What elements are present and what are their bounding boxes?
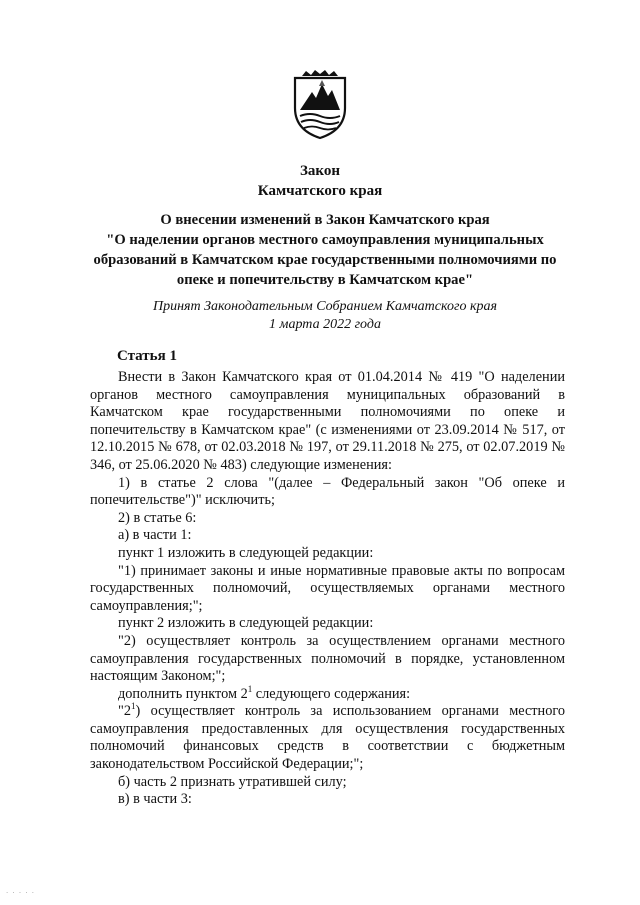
article-title: Статья 1 bbox=[117, 348, 177, 364]
paragraph-text: дополнить пунктом 2 bbox=[118, 685, 248, 702]
paragraph: а) в части 1: bbox=[118, 527, 192, 544]
law-title: Закон bbox=[299, 163, 340, 179]
paragraph-text: следующего содержания: bbox=[252, 685, 411, 702]
paragraph bbox=[90, 683, 565, 704]
law-subject-line: О внесении изменений в Закон Камчатского края bbox=[160, 212, 490, 228]
paragraph: б) часть 2 признать утратившей силу; bbox=[118, 773, 347, 790]
superscript: 1 bbox=[131, 701, 136, 712]
adoption-body: Принят Законодательным Собранием Камчатского края bbox=[152, 299, 498, 314]
law-subject bbox=[80, 210, 570, 290]
adoption-date: 1 марта 2022 года bbox=[269, 317, 381, 332]
paragraph: 1) в статье 2 слова "(далее – Федеральный закон "Об опеке и попечительстве")" исключить; bbox=[90, 474, 565, 509]
superscript: 1 bbox=[247, 683, 253, 694]
region-title: Камчатского края bbox=[257, 183, 383, 199]
paragraph: Внести в Закон Камчатского края от 01.04.2014 № 419 "О наделении органов местного самоуправления муниципальных образований в Камчатском крае государственными полномочиями по опеке и попечительству в Камчатском крае" (с изменениями от 23.09.2014 № 517, от 12.10.2015 № 678, от 02.03.2018 № 197, от 29.11.2018 № 275, от 02.07.2019 № 346, от 25.06.2020 № 483) следующие изменения: bbox=[90, 369, 565, 473]
paragraph bbox=[90, 703, 565, 773]
paragraph: "2) осуществляет контроль за осуществлением органами местного самоуправления государственных полномочий в порядке, установленном настоящим Законом;"; bbox=[90, 632, 565, 685]
paragraph: пункт 2 изложить в следующей редакции: bbox=[118, 615, 374, 632]
kamchatka-coat-of-arms-icon bbox=[292, 70, 348, 140]
paragraph-text: ) осуществляет контроль за использованием органами местного самоуправления предоставленных для осуществления государственных полномочий финансовых средств в соответствии с бюджетным законодательством Российской Федерации;"; bbox=[90, 703, 565, 773]
law-subject-line: опеке и попечительству в Камчатском крае" bbox=[176, 272, 474, 288]
paragraph-text: "2 bbox=[118, 703, 131, 720]
paragraph: в) в части 3: bbox=[118, 791, 192, 808]
adoption-note bbox=[130, 298, 520, 334]
paragraph: пункт 1 изложить в следующей редакции: bbox=[118, 544, 374, 561]
law-subject-line: "О наделении органов местного самоуправления муниципальных bbox=[106, 232, 544, 248]
paragraph: 2) в статье 6: bbox=[118, 509, 197, 526]
law-subject-line: образований в Камчатском крае государственными полномочиями по bbox=[93, 252, 557, 268]
article-body bbox=[90, 369, 565, 809]
paragraph: "1) принимает законы и иные нормативные правовые акты по вопросам государственных полномочий, осуществляемых органами местного самоуправления;"; bbox=[90, 562, 565, 614]
scan-artifact: · · · · · bbox=[6, 889, 36, 897]
